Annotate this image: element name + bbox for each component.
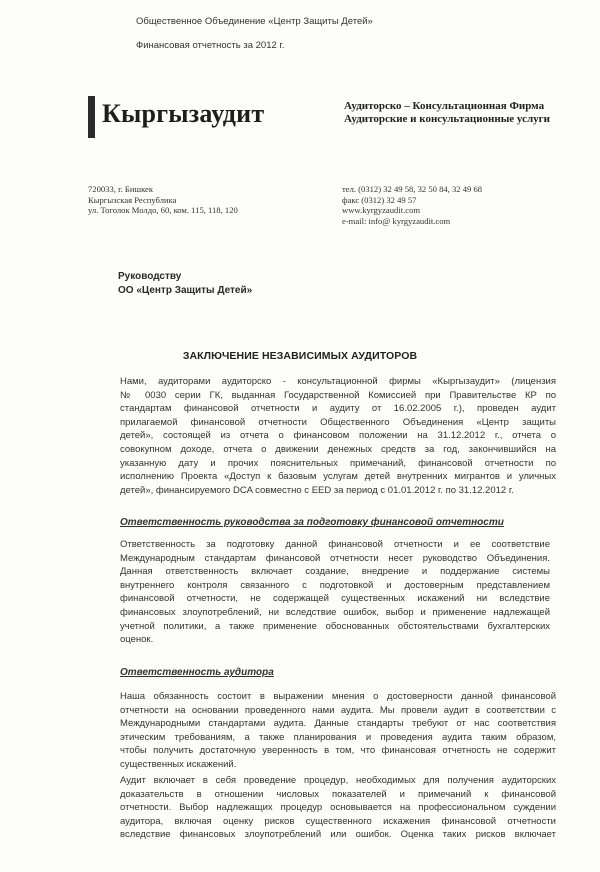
email: e-mail: info@ kyrgyzaudit.com bbox=[342, 215, 451, 226]
logo-bar bbox=[88, 96, 95, 138]
firm-address bbox=[88, 184, 238, 216]
recipient bbox=[118, 270, 252, 298]
text-line: детей», состоящей из отчета о финансовом положении на 31.12.2012 г., отчета о bbox=[120, 430, 556, 442]
text-line: детей», финансируемого DCA совместно с EED за период с 01.01.2012 г. по 31.12.2012 г. bbox=[120, 484, 514, 496]
text-line: финансовой отчетности, не содержащей существенных искажений ни вследствие bbox=[120, 593, 550, 605]
section-2-title: Ответственность аудитора bbox=[120, 667, 274, 678]
fax: факс (0312) 32 49 57 bbox=[342, 194, 417, 205]
section-2-paragraph-2 bbox=[120, 774, 556, 842]
text-line: чтобы получить достаточную уверенность в том, что финансовая отчетность не содержит bbox=[120, 745, 556, 757]
text-line: Международными стандартами аудита. Данные стандарты требуют от нас соответствия bbox=[120, 718, 556, 730]
text-line: отчетности. Выбор надлежащих процедур основывается на профессиональном суждении bbox=[120, 802, 556, 814]
address-line: ул. Тоголок Молдо, 60, ком. 115, 118, 120 bbox=[88, 205, 238, 215]
section-1-paragraph bbox=[120, 538, 550, 647]
firm-description bbox=[344, 100, 550, 126]
section-1-title: Ответственность руководства за подготовку финансовой отчетности bbox=[120, 517, 504, 528]
firm-logo bbox=[88, 96, 288, 138]
text-line: Ответственность за подготовку данной финансовой отчетности и ее соответствие bbox=[120, 539, 550, 550]
text-line: Аудит включает в себя проведение процедур, необходимых для получения аудиторских bbox=[120, 775, 556, 786]
document-title: ЗАКЛЮЧЕНИЕ НЕЗАВИСИМЫХ АУДИТОРОВ bbox=[182, 350, 418, 362]
text-line: учетной политики, а также применение обоснованных обстоятельствами бухгалтерских bbox=[120, 620, 550, 632]
address-line: 720033, г. Бишкек bbox=[88, 184, 154, 194]
text-line: совокупном доходе, отчета о движении денежных средств за год, закончившийся на bbox=[120, 443, 556, 455]
website: www.kyrgyzaudit.com bbox=[342, 205, 421, 215]
text-line: существенных искажений. bbox=[120, 758, 237, 770]
logo-text: Кыргызаудит bbox=[102, 99, 265, 128]
text-line: этическим требованиям, а также планирования и проведения аудита таким образом, bbox=[120, 731, 556, 743]
text-line: стандартам финансовой отчетности и аудиту от 16.02.2005 г.), проведен аудит bbox=[120, 403, 556, 415]
firm-line-2: Аудиторские и консультационные услуги bbox=[344, 113, 550, 125]
text-line: вследствие финансовых злоупотреблений или ошибок. Оценка таких рисков включает bbox=[120, 829, 556, 841]
text-line: внутреннего контроля связанного с подготовкой и достоверным представлением bbox=[120, 579, 550, 591]
text-line: оценок. bbox=[120, 634, 154, 646]
text-line: № 0030 серии ГК, выданная Государственной Комиссией при Правительстве КР по bbox=[120, 389, 556, 401]
firm-contacts bbox=[342, 184, 482, 226]
intro-paragraph bbox=[120, 375, 556, 497]
text-line: Наша обязанность состоит в выражении мнения о достоверности данной финансовой bbox=[120, 691, 556, 702]
phone: тел. (0312) 32 49 58, 32 50 84, 32 49 68 bbox=[342, 184, 483, 194]
header-report-title: Финансовая отчетность за 2012 г. bbox=[136, 40, 285, 51]
firm-line-1: Аудиторско – Консультационная Фирма bbox=[344, 100, 545, 112]
address-line: Кыргызская Республика bbox=[88, 194, 177, 205]
text-line: Данная ответственность включает создание, внедрение и поддержание системы bbox=[120, 566, 550, 578]
text-line: финансовых злоупотреблений, ни вследствие ошибок, выбор и применение надлежащей bbox=[120, 606, 550, 618]
text-line: Нами, аудиторами аудиторско - консультационной фирмы «Кыргызаудит» (лицензия bbox=[120, 376, 556, 387]
text-line: Международным стандартам финансовой отчетности несет руководство Объединения. bbox=[120, 552, 550, 564]
text-line: отчетности на основании проведенного нами аудита. Мы провели аудит в соответствии с bbox=[120, 704, 556, 716]
text-line: аудитора, включая оценку рисков существенного искажения финансовой отчетности bbox=[120, 815, 556, 827]
text-line: прилагаемой финансовой отчетности Общественного Объединения «Центр защиты bbox=[120, 416, 556, 428]
header-organization: Общественное Объединение «Центр Защиты Детей» bbox=[136, 16, 373, 27]
section-2-paragraph-1 bbox=[120, 690, 556, 772]
text-line: указанную дату и прочих пояснительных примечаний, финансовой отчетности по bbox=[120, 457, 556, 469]
text-line: доказательств в отношении числовых показателей и примечаний к финансовой bbox=[120, 788, 556, 800]
text-line: исполнению Проекта «Доступ к базовым услугам детей внутренних мигрантов и уличных bbox=[120, 471, 556, 483]
recipient-line-2: ОО «Центр Защиты Детей» bbox=[118, 285, 253, 296]
recipient-line-1: Руководству bbox=[118, 271, 182, 282]
